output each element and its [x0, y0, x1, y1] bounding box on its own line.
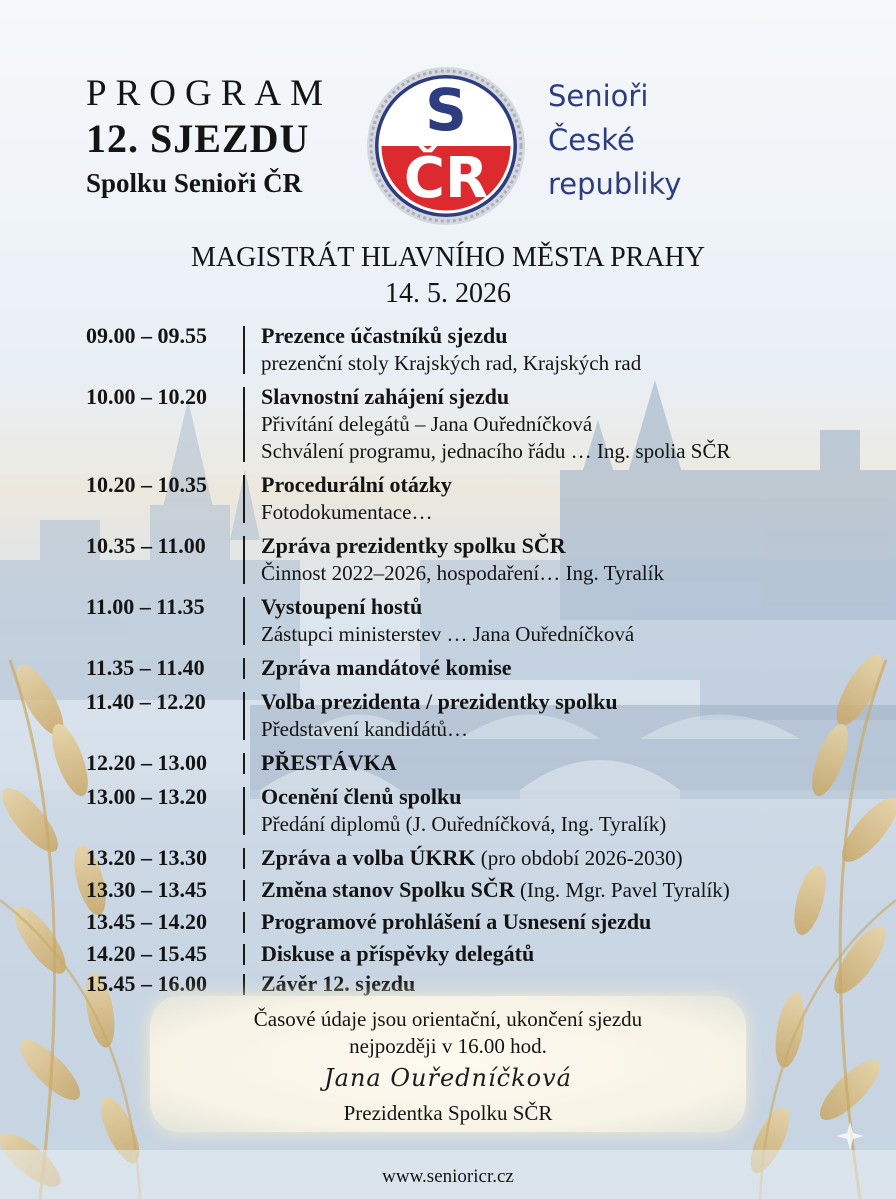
schedule-item — [86, 688, 866, 743]
schedule-detail: Zástupci ministerstev … Jana Ouředníčková — [261, 622, 635, 646]
schedule-item — [86, 940, 866, 968]
schedule-title: Závěr 12. sjezdu — [261, 971, 416, 996]
schedule-title: Prezence účastníků sjezdu — [261, 323, 508, 348]
venue — [0, 240, 896, 312]
schedule-title: Procedurální otázky — [261, 472, 452, 497]
schedule-title-line — [261, 654, 866, 682]
schedule-item — [86, 908, 866, 936]
schedule-content — [261, 383, 866, 465]
schedule-title-detail: (Ing. Mgr. Pavel Tyralík) — [514, 878, 730, 902]
schedule-title-line — [261, 593, 866, 621]
separator-bar — [243, 974, 245, 995]
schedule-time: 09.00 – 09.55 — [86, 323, 207, 348]
schedule-title-line — [261, 749, 866, 777]
schedule-content — [261, 593, 866, 648]
schedule-time: 11.00 – 11.35 — [86, 594, 205, 619]
schedule-content — [261, 749, 866, 777]
schedule-time: 13.30 – 13.45 — [86, 877, 207, 902]
schedule-item — [86, 749, 866, 777]
timing-note-line: nejpozději v 16.00 hod. — [349, 1034, 547, 1058]
separator-bar — [243, 753, 245, 774]
separator-bar — [243, 326, 245, 374]
separator-bar — [243, 880, 245, 901]
schedule-time: 11.35 – 11.40 — [86, 655, 205, 680]
schedule-content — [261, 783, 866, 838]
schedule-time: 11.40 – 12.20 — [86, 689, 206, 714]
schedule-time: 10.00 – 10.20 — [86, 384, 207, 409]
schedule-item — [86, 654, 866, 682]
schedule-time: 15.45 – 16.00 — [86, 971, 207, 996]
schedule-title: Ocenění členů spolku — [261, 784, 462, 809]
logo-letter-s: S — [425, 76, 467, 144]
venue-name: MAGISTRÁT HLAVNÍHO MĚSTA PRAHY — [191, 242, 705, 273]
schedule-title: PŘESTÁVKA — [261, 750, 397, 775]
schedule-title-line — [261, 940, 866, 968]
schedule-detail: Fotodokumentace… — [261, 500, 433, 524]
schedule-detail: Činnost 2022–2026, hospodaření… Ing. Tyralík — [261, 561, 664, 585]
schedule-time: 13.00 – 13.20 — [86, 784, 207, 809]
schedule-detail: Schválení programu, jednacího řádu … Ing. spolia SČR — [261, 439, 731, 463]
schedule-content — [261, 970, 866, 998]
schedule-content — [261, 654, 866, 682]
schedule-content — [261, 532, 866, 587]
schedule-title-line — [261, 908, 866, 936]
separator-bar — [243, 658, 245, 679]
separator-bar — [243, 475, 245, 523]
brand-line: České — [548, 123, 635, 157]
brand-line: republiky — [548, 167, 682, 201]
schedule-content — [261, 940, 866, 968]
schedule-detail: Předání diplomů (J. Ouředníčková, Ing. Tyralík) — [261, 812, 667, 836]
separator-bar — [243, 848, 245, 869]
schedule-title-line — [261, 322, 866, 350]
schedule-title-line — [261, 532, 866, 560]
header — [0, 0, 896, 240]
brand-line: Senioři — [548, 79, 649, 113]
separator-bar — [243, 912, 245, 933]
schedule-detail: prezenční stoly Krajských rad, Krajských rad — [261, 351, 642, 375]
schedule-title-line — [261, 783, 866, 811]
congress-heading: 12. SJEZDU — [86, 116, 310, 161]
schedule-content — [261, 471, 866, 526]
schedule-content — [261, 908, 866, 936]
separator-bar — [243, 787, 245, 835]
schedule-time: 13.20 – 13.30 — [86, 845, 207, 870]
timing-note-line: Časové údaje jsou orientační, ukončení sjezdu — [253, 1007, 643, 1031]
website-link[interactable]: www.senioricr.cz — [382, 1166, 514, 1187]
schedule-item — [86, 471, 866, 526]
schedule-item — [86, 532, 866, 587]
schedule-time: 10.35 – 11.00 — [86, 533, 206, 558]
schedule-list — [86, 322, 866, 998]
schedule-item — [86, 783, 866, 838]
schedule-title-line — [261, 471, 866, 499]
schedule-title-line — [261, 383, 866, 411]
association-heading: Spolku Senioři ČR — [86, 168, 303, 198]
schedule-title-detail: (pro období 2026-2030) — [475, 846, 683, 870]
schedule-title: Volba prezidenta / prezidentky spolku — [261, 689, 618, 714]
schedule-item — [86, 844, 866, 872]
schedule-title: Zpráva a volba ÚKRK — [261, 845, 476, 870]
schedule-item — [86, 970, 866, 998]
schedule-content — [261, 322, 866, 377]
schedule-item — [86, 593, 866, 648]
separator-bar — [243, 944, 245, 965]
schedule-content — [261, 876, 866, 904]
schedule-title: Zpráva prezidentky spolku SČR — [261, 533, 566, 558]
schedule-time: 14.20 – 15.45 — [86, 941, 207, 966]
schedule-item — [86, 876, 866, 904]
schedule-title: Slavnostní zahájení sjezdu — [261, 384, 510, 409]
schedule-title: Změna stanov Spolku SČR — [261, 877, 515, 902]
separator-bar — [243, 692, 245, 740]
schedule-detail: Přivítání delegátů – Jana Ouředníčková — [261, 412, 593, 436]
separator-bar — [243, 387, 245, 462]
schedule-time: 12.20 – 13.00 — [86, 750, 207, 775]
brand-name — [548, 74, 681, 206]
schedule-title: Diskuse a příspěvky delegátů — [261, 941, 535, 966]
program-heading: PROGRAM — [86, 73, 332, 114]
signature: Jana Ouředníčková — [324, 1064, 572, 1092]
schedule-title-line — [261, 688, 866, 716]
schedule-time: 10.20 – 10.35 — [86, 472, 207, 497]
logo-letters-cr: ČR — [403, 146, 489, 211]
schedule-content — [261, 844, 866, 872]
schedule-detail: Představení kandidátů… — [261, 717, 469, 741]
sparkle-icon — [836, 1122, 864, 1150]
scr-logo — [362, 66, 530, 226]
schedule-title: Zpráva mandátové komise — [261, 655, 512, 680]
schedule-time: 13.45 – 14.20 — [86, 909, 207, 934]
schedule-item — [86, 322, 866, 377]
separator-bar — [243, 597, 245, 645]
separator-bar — [243, 536, 245, 584]
schedule-title: Programové prohlášení a Usnesení sjezdu — [261, 909, 652, 934]
event-date: 14. 5. 2026 — [385, 278, 511, 309]
schedule-content — [261, 688, 866, 743]
schedule-title-line — [261, 844, 866, 872]
schedule-title-line — [261, 970, 866, 998]
schedule-title: Vystoupení hostů — [261, 594, 423, 619]
schedule-title-line — [261, 876, 866, 904]
schedule-item — [86, 383, 866, 465]
signatory-role: Prezidentka Spolku SČR — [343, 1101, 553, 1125]
timing-note — [0, 1006, 896, 1060]
